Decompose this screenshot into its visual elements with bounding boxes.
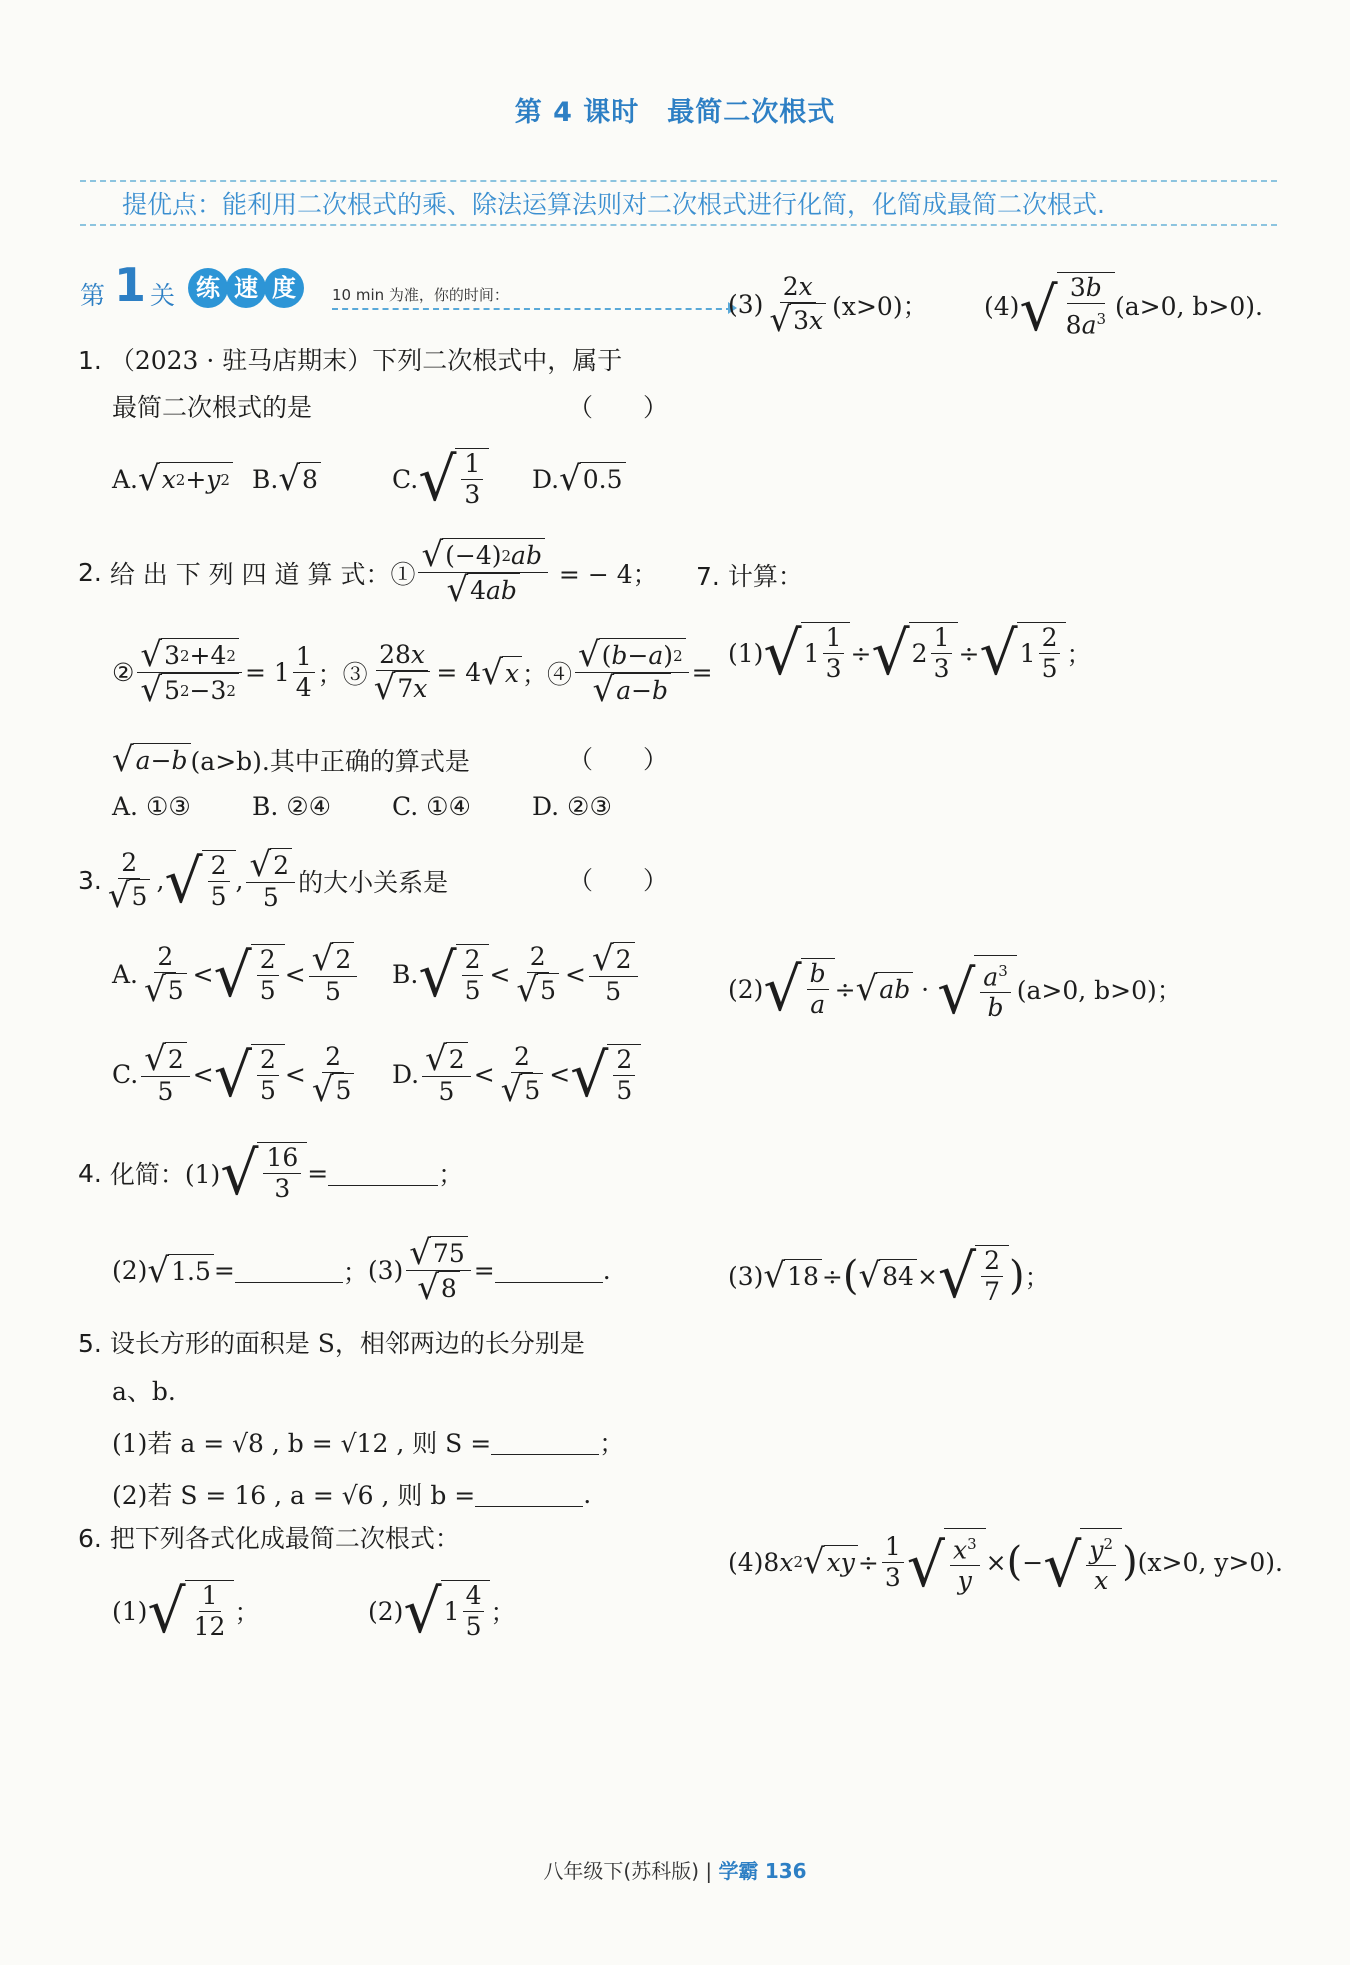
answer-blank[interactable] [491, 1430, 599, 1455]
q7-part3: (3) √ 18 ÷ ( √ 84 × √ $\frac{2}{7}$ ) ； [728, 1242, 1050, 1312]
q2-option-b: B. ②④ [252, 792, 332, 821]
section-bubble: 度 [264, 268, 304, 308]
tip-banner: 提优点：能利用二次根式的乘、除法运算法则对二次根式进行化简，化简成最简二次根式. [80, 180, 1277, 226]
time-hint: 10 min 为准，你的时间： [332, 286, 509, 304]
answer-blank[interactable] [475, 1482, 583, 1507]
question-5-line2: a、b. [112, 1377, 176, 1406]
q2-option-a: A. ①③ [112, 792, 191, 821]
q1-option-a: A. √ x 2 + y 2 [112, 462, 233, 496]
question-5: 5. 设长方形的面积是 S，相邻两边的长分别是 [78, 1329, 585, 1358]
question-1: 1. （2023 · 驻马店期末）下列二次根式中，属于 [78, 346, 623, 375]
q6-part1: (1) √ $\frac{1}{12}$ ； [112, 1577, 260, 1647]
section-bubble: 练 [188, 268, 228, 308]
question-2-line2: ② √ 3 2 +4 2 √ 5 2 −3 2 = 1 $\frac{1}{4}$ ；③ 28x √ 7 x = 4 √ x ；④ √ ( b − a ) 2 √ a − b = [112, 635, 713, 710]
q3-option-a: A. 2 √ 5 < √ $\frac{2}{5}$ < √ 2 5 [112, 942, 360, 1007]
q1-option-c: C. √ $\frac{1}{3}$ [392, 448, 489, 510]
answer-blank[interactable] [328, 1161, 438, 1186]
section-suffix: 关 [150, 281, 176, 310]
question-1-line2: 最简二次根式的是 [112, 393, 313, 422]
answer-parentheses: （ ） [568, 745, 669, 774]
q6-part3: (3) 2x √ 3 x (x>0)； [728, 272, 928, 340]
question-4: 4. 化简：(1) √ $\frac{16}{3}$ = ； [78, 1139, 464, 1209]
question-5-part1: (1)若 a = √8 , b = √12 , 则 S = ； [112, 1429, 625, 1458]
q3-option-b: B. √ $\frac{2}{5}$ < 2 √ 5 < √ 2 5 [392, 942, 641, 1007]
answer-parentheses: （ ） [568, 393, 669, 422]
question-5-part2: (2)若 S = 16 , a = √6 , 则 b = . [112, 1479, 592, 1510]
section-number: 1 [114, 258, 147, 312]
q7-part2: (2) √ $\frac{b}{a}$ ÷ √ ab · √ $\frac{a^3}{b}$ (a>0, b>0)； [728, 955, 1182, 1029]
section-bubble: 速 [226, 268, 266, 308]
q1-option-b: B. √ 8 [252, 462, 321, 496]
page-number: 136 [764, 1859, 807, 1883]
q7-part1: (1) √ 1 $\frac{1}{3}$ ÷ √ 2 $\frac{1}{3}$ ÷ √ 1 $\frac{2}{5}$ ； [728, 619, 1092, 689]
q3-option-d: D. √ 2 5 < 2 √ 5 < √ $\frac{2}{5}$ [392, 1042, 641, 1107]
page-footer: 八年级下(苏科版) | 学霸 136 [543, 1859, 807, 1883]
answer-parentheses: （ ） [568, 866, 669, 895]
q1-option-d: D. √ 0.5 [532, 462, 626, 496]
q2-option-c: C. ①④ [392, 792, 471, 821]
footer-grade: 八年级下(苏科版) [543, 1859, 700, 1883]
time-dashed-line [332, 308, 732, 310]
q3-option-c: C. √ 2 5 < √ $\frac{2}{5}$ < 2 √ 5 [112, 1042, 360, 1107]
q6-part4: (4) √ $\frac{3b}{8a^3}$ (a>0, b>0). [984, 273, 1263, 346]
answer-blank[interactable] [495, 1258, 603, 1283]
question-6: 6. 把下列各式化成最简二次根式： [78, 1524, 460, 1553]
question-2-line3: √ a − b (a>b).其中正确的算式是 [112, 740, 470, 780]
q2-option-d: D. ②③ [532, 792, 612, 821]
question-7: 7. 计算： [696, 562, 803, 591]
q6-part2: (2) √ 1 $\frac{4}{5}$ ； [368, 1577, 516, 1647]
question-3: 3. 2 √ 5 , √ $\frac{2}{5}$ , √ 2 5 的大小关系是 [78, 845, 449, 917]
answer-blank[interactable] [235, 1258, 343, 1283]
question-4-line2: (2) √ 1.5 = ； (3) √ 75 √ 8 = . [112, 1233, 611, 1308]
section-prefix: 第 [80, 281, 106, 310]
q7-part4: (4) 8 x 2 √ xy ÷ $\frac{1}{3}$ √ $\frac{x^3}{y}$ × ( − √ $\frac{y^2}{x}$ ) (x>0, y>0). [728, 1528, 1283, 1596]
footer-brand: 学霸 [718, 1859, 759, 1883]
question-2: 2. 给 出 下 列 四 道 算 式：① √ (−4) 2 ab √ 4 ab = − 4； [78, 535, 658, 610]
lesson-title: 第 4 课时 最简二次根式 [514, 97, 836, 128]
